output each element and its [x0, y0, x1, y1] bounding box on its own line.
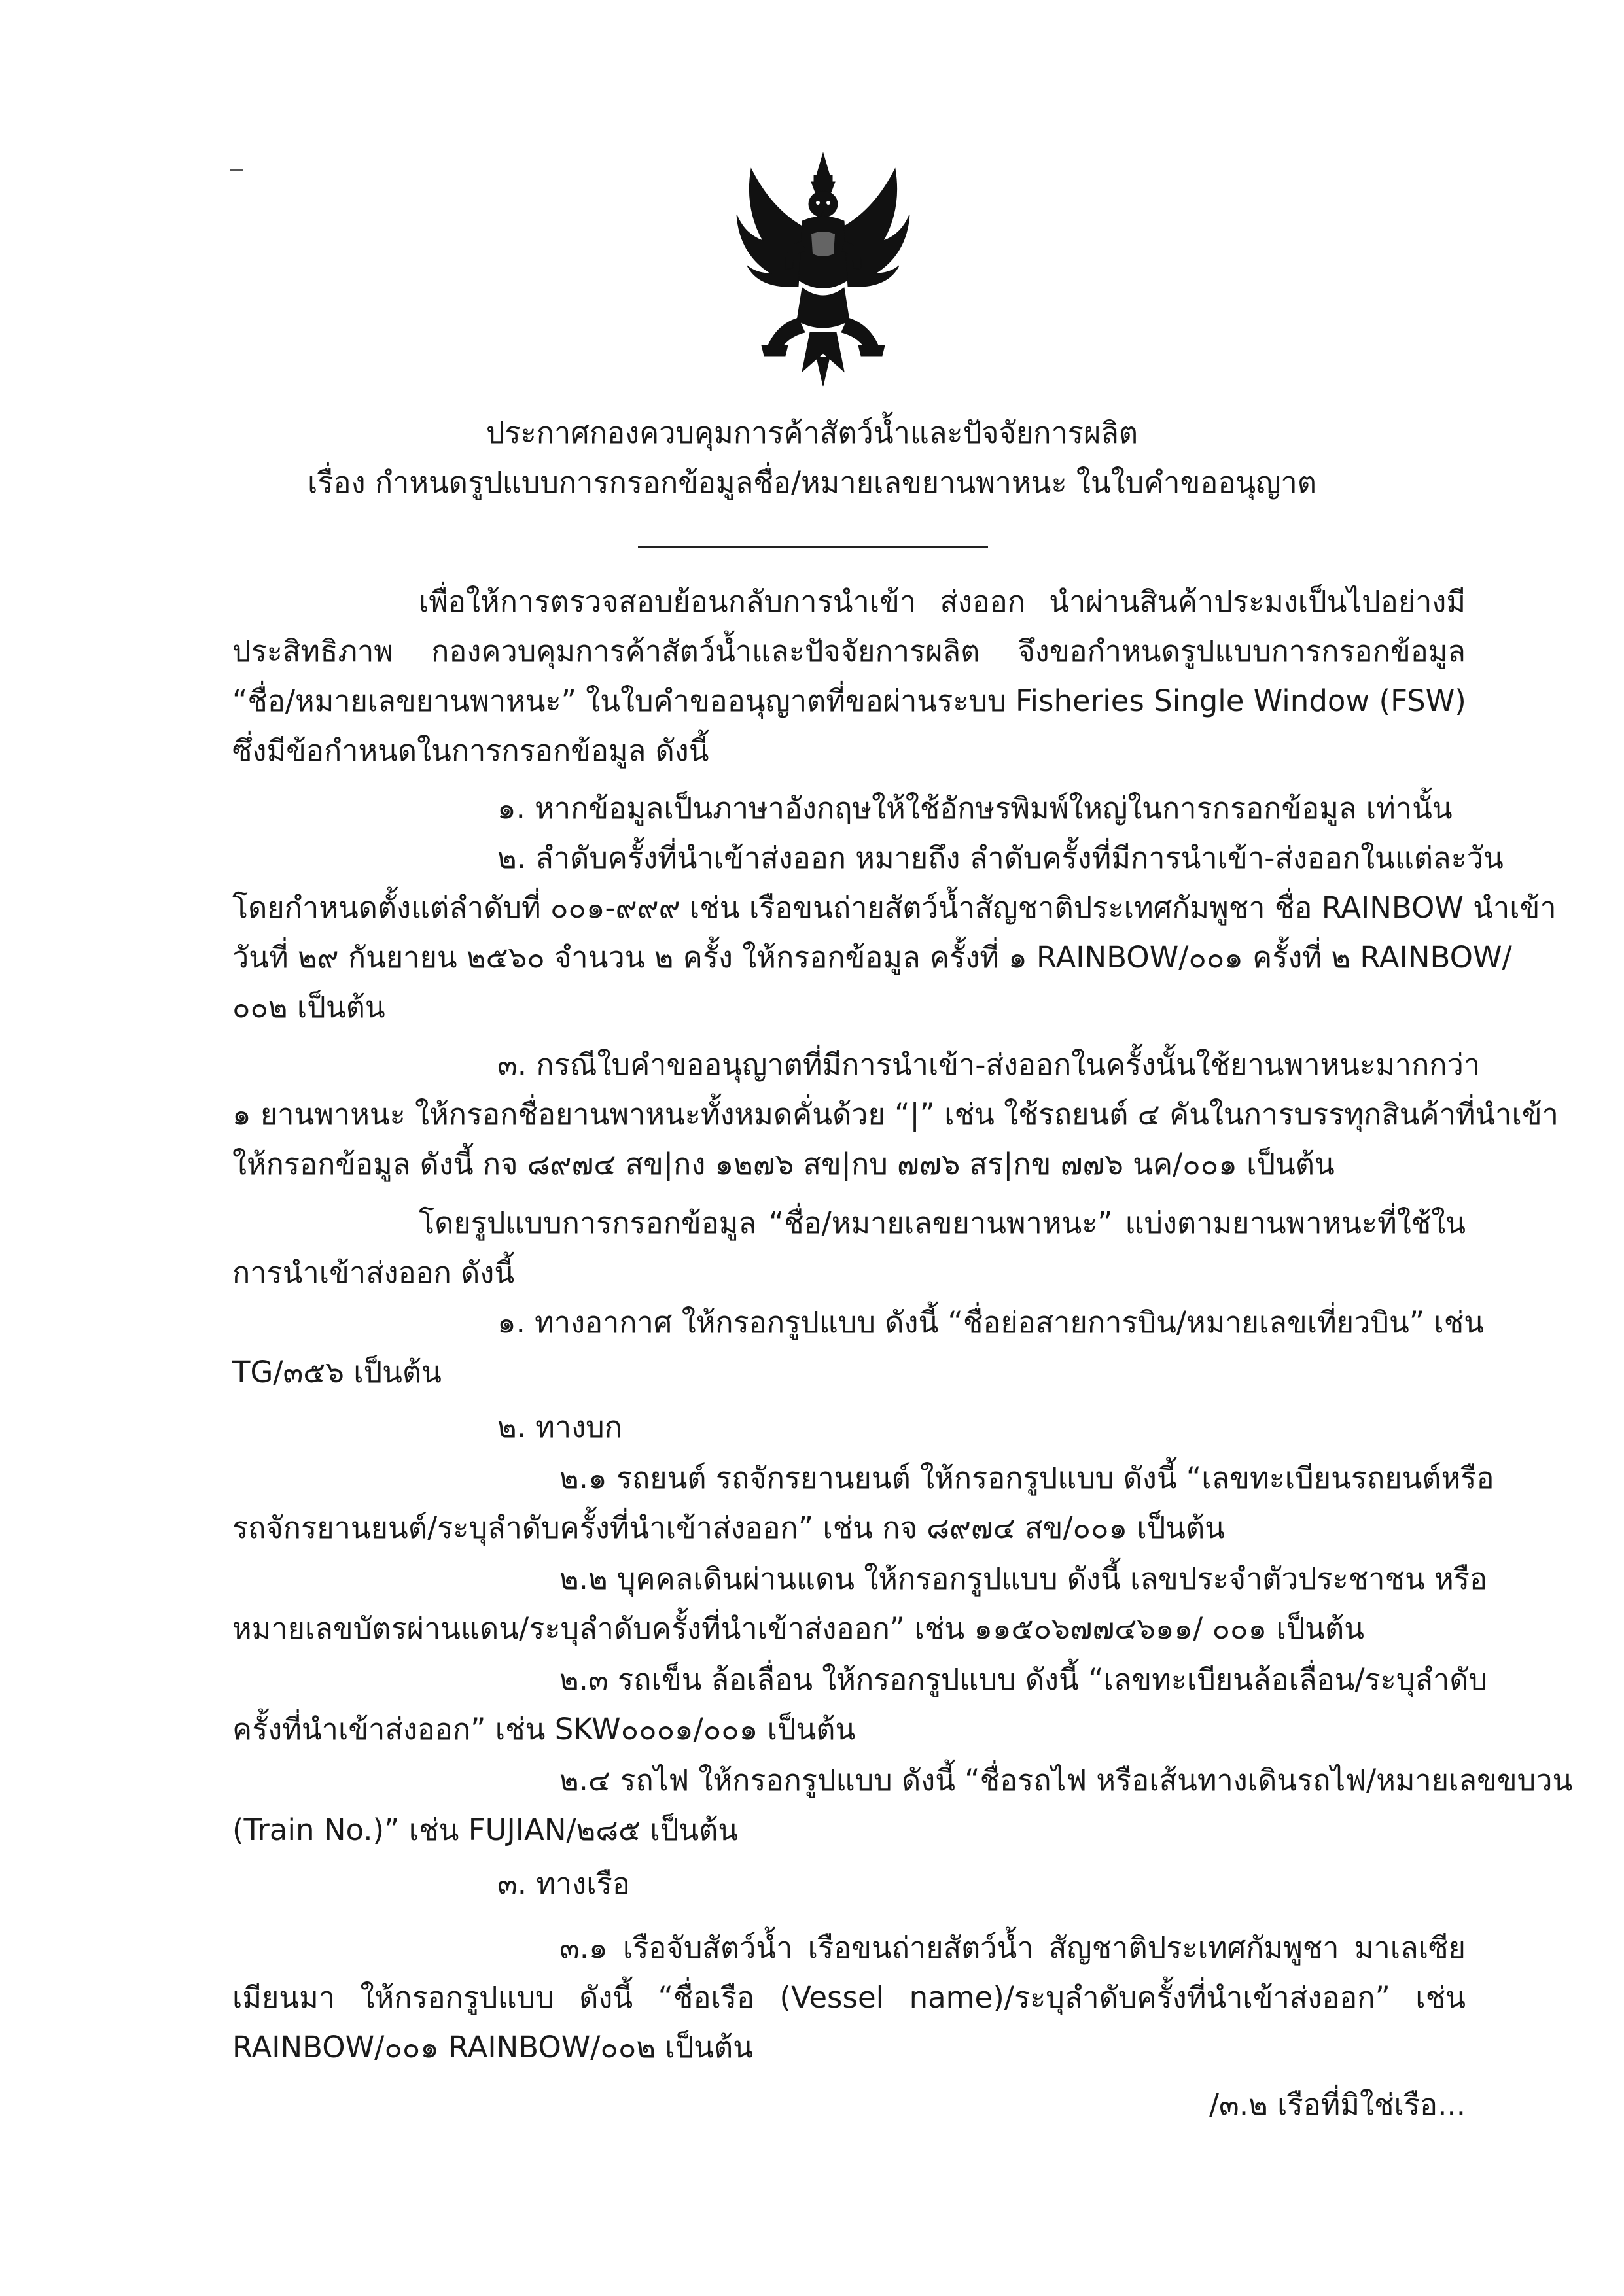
intro-line-4: ซึ่งมีข้อกำหนดในการกรอกข้อมูล ดังนี้ [232, 733, 709, 768]
rule-3-line-3: ให้กรอกข้อมูล ดังนี้ กจ ๘๙๗๔ สข|กง ๑๒๗๖ สข|กบ ๗๗๖ สร|กข ๗๗๖ นค/๐๐๑ เป็นต้น [232, 1147, 1335, 1181]
continuation-note: /๓.๒ เรือที่มิใช่เรือ... [1209, 2087, 1466, 2122]
garuda-emblem-icon [725, 149, 921, 391]
rule-1-line-1: ๑. หากข้อมูลเป็นภาษาอังกฤษให้ใช้อักษรพิมพ์ใหญ่ในการกรอกข้อมูล เท่านั้น [497, 791, 1453, 826]
land-item-2-line-2: หมายเลขบัตรผ่านแดน/ระบุลำดับครั้งที่นำเข้าส่งออก” เช่น ๑๑๕๐๖๗๗๔๖๑๑/ ๐๐๑ เป็นต้น [232, 1611, 1365, 1646]
land-item-1-line-2: รถจักรยานยนต์/ระบุลำดับครั้งที่นำเข้าส่งออก” เช่น กจ ๘๙๗๔ สข/๐๐๑ เป็นต้น [232, 1510, 1226, 1545]
announcement-title: ประกาศกองควบคุมการค้าสัตว์น้ำและปัจจัยการผลิต [485, 415, 1139, 450]
land-item-3-line-1: ๒.๓ รถเข็น ล้อเลื่อน ให้กรอกรูปแบบ ดังนี้ “เลขทะเบียนล้อเลื่อน/ระบุลำดับ [559, 1662, 1488, 1697]
format-intro-line-2: การนำเข้าส่งออก ดังนี้ [232, 1255, 515, 1290]
land-item-1-line-1: ๒.๑ รถยนต์ รถจักรยานยนต์ ให้กรอกรูปแบบ ดังนี้ “เลขทะเบียนรถยนต์หรือ [559, 1461, 1494, 1495]
air-line-1: ๑. ทางอากาศ ให้กรอกรูปแบบ ดังนี้ “ชื่อย่อสายการบิน/หมายเลขเที่ยวบิน” เช่น [497, 1305, 1485, 1340]
sea-item-1-line-1: ๓.๑ เรือจับสัตว์น้ำ เรือขนถ่ายสัตว์น้ำ สัญชาติประเทศกัมพูชา มาเลเซีย [559, 1930, 1466, 1965]
rule-3-line-1: ๓. กรณีใบคำขออนุญาตที่มีการนำเข้า-ส่งออกในครั้งนั้นใช้ยานพาหนะมากกว่า [497, 1047, 1481, 1082]
sea-item-1-line-3: RAINBOW/๐๐๑ RAINBOW/๐๐๒ เป็นต้น [232, 2030, 754, 2064]
sea-item-1-line-2: เมียนมา ให้กรอกรูปแบบ ดังนี้ “ชื่อเรือ (Vessel name)/ระบุลำดับครั้งที่นำเข้าส่งออก” เช่น [232, 1980, 1466, 2015]
rule-2-line-1: ๒. ลำดับครั้งที่นำเข้าส่งออก หมายถึง ลำดับครั้งที่มีการนำเข้า-ส่งออกในแต่ละวัน [497, 841, 1504, 875]
intro-line-2: ประสิทธิภาพ กองควบคุมการค้าสัตว์น้ำและปัจจัยการผลิต จึงขอกำหนดรูปแบบการกรอกข้อมูล [232, 634, 1466, 669]
land-item-2-line-1: ๒.๒ บุคคลเดินผ่านแดน ให้กรอกรูปแบบ ดังนี้ เลขประจำตัวประชาชน หรือ [559, 1561, 1488, 1596]
rule-3-line-2: ๑ ยานพาหนะ ให้กรอกชื่อยานพาหนะทั้งหมดคั่นด้วย “|” เช่น ใช้รถยนต์ ๔ คันในการบรรทุกสินค้าที่นำเข้า [232, 1097, 1559, 1132]
air-line-2: TG/๓๕๖ เป็นต้น [232, 1355, 442, 1389]
title-divider [638, 546, 988, 548]
rule-2-line-4: ๐๐๒ เป็นต้น [232, 990, 385, 1024]
sea-heading: ๓. ทางเรือ [497, 1866, 630, 1901]
rule-2-line-3: วันที่ ๒๙ กันยายน ๒๕๖๐ จำนวน ๒ ครั้ง ให้กรอกข้อมูล ครั้งที่ ๑ RAINBOW/๐๐๑ ครั้งที่ ๒ RAINBOW/ [232, 940, 1512, 975]
intro-line-1: เพื่อให้การตรวจสอบย้อนกลับการนำเข้า ส่งออก นำผ่านสินค้าประมงเป็นไปอย่างมี [419, 584, 1466, 619]
intro-line-3: “ชื่อ/หมายเลขยานพาหนะ” ในใบคำขออนุญาตที่ขอผ่านระบบ Fisheries Single Window (FSW) [232, 684, 1466, 718]
land-item-3-line-2: ครั้งที่นำเข้าส่งออก” เช่น SKW๐๐๐๑/๐๐๑ เป็นต้น [232, 1712, 856, 1747]
land-heading: ๒. ทางบก [497, 1410, 622, 1444]
rule-2-line-2: โดยกำหนดตั้งแต่ลำดับที่ ๐๐๑-๙๙๙ เช่น เรือขนถ่ายสัตว์น้ำสัญชาติประเทศกัมพูชา ชื่อ RAINBOW นำเข้า [232, 890, 1557, 925]
format-intro-line-1: โดยรูปแบบการกรอกข้อมูล “ชื่อ/หมายเลขยานพาหนะ” แบ่งตามยานพาหนะที่ใช้ใน [419, 1206, 1466, 1240]
stray-mark [230, 169, 243, 171]
announcement-subject: เรื่อง กำหนดรูปแบบการกรอกข้อมูลชื่อ/หมายเลขยานพาหนะ ในใบคำขออนุญาต [308, 465, 1316, 500]
land-item-4-line-2: (Train No.)” เช่น FUJIAN/๒๘๕ เป็นต้น [232, 1813, 739, 1847]
land-item-4-line-1: ๒.๔ รถไฟ ให้กรอกรูปแบบ ดังนี้ “ชื่อรถไฟ หรือเส้นทางเดินรถไฟ/หมายเลขขบวน [559, 1763, 1573, 1798]
